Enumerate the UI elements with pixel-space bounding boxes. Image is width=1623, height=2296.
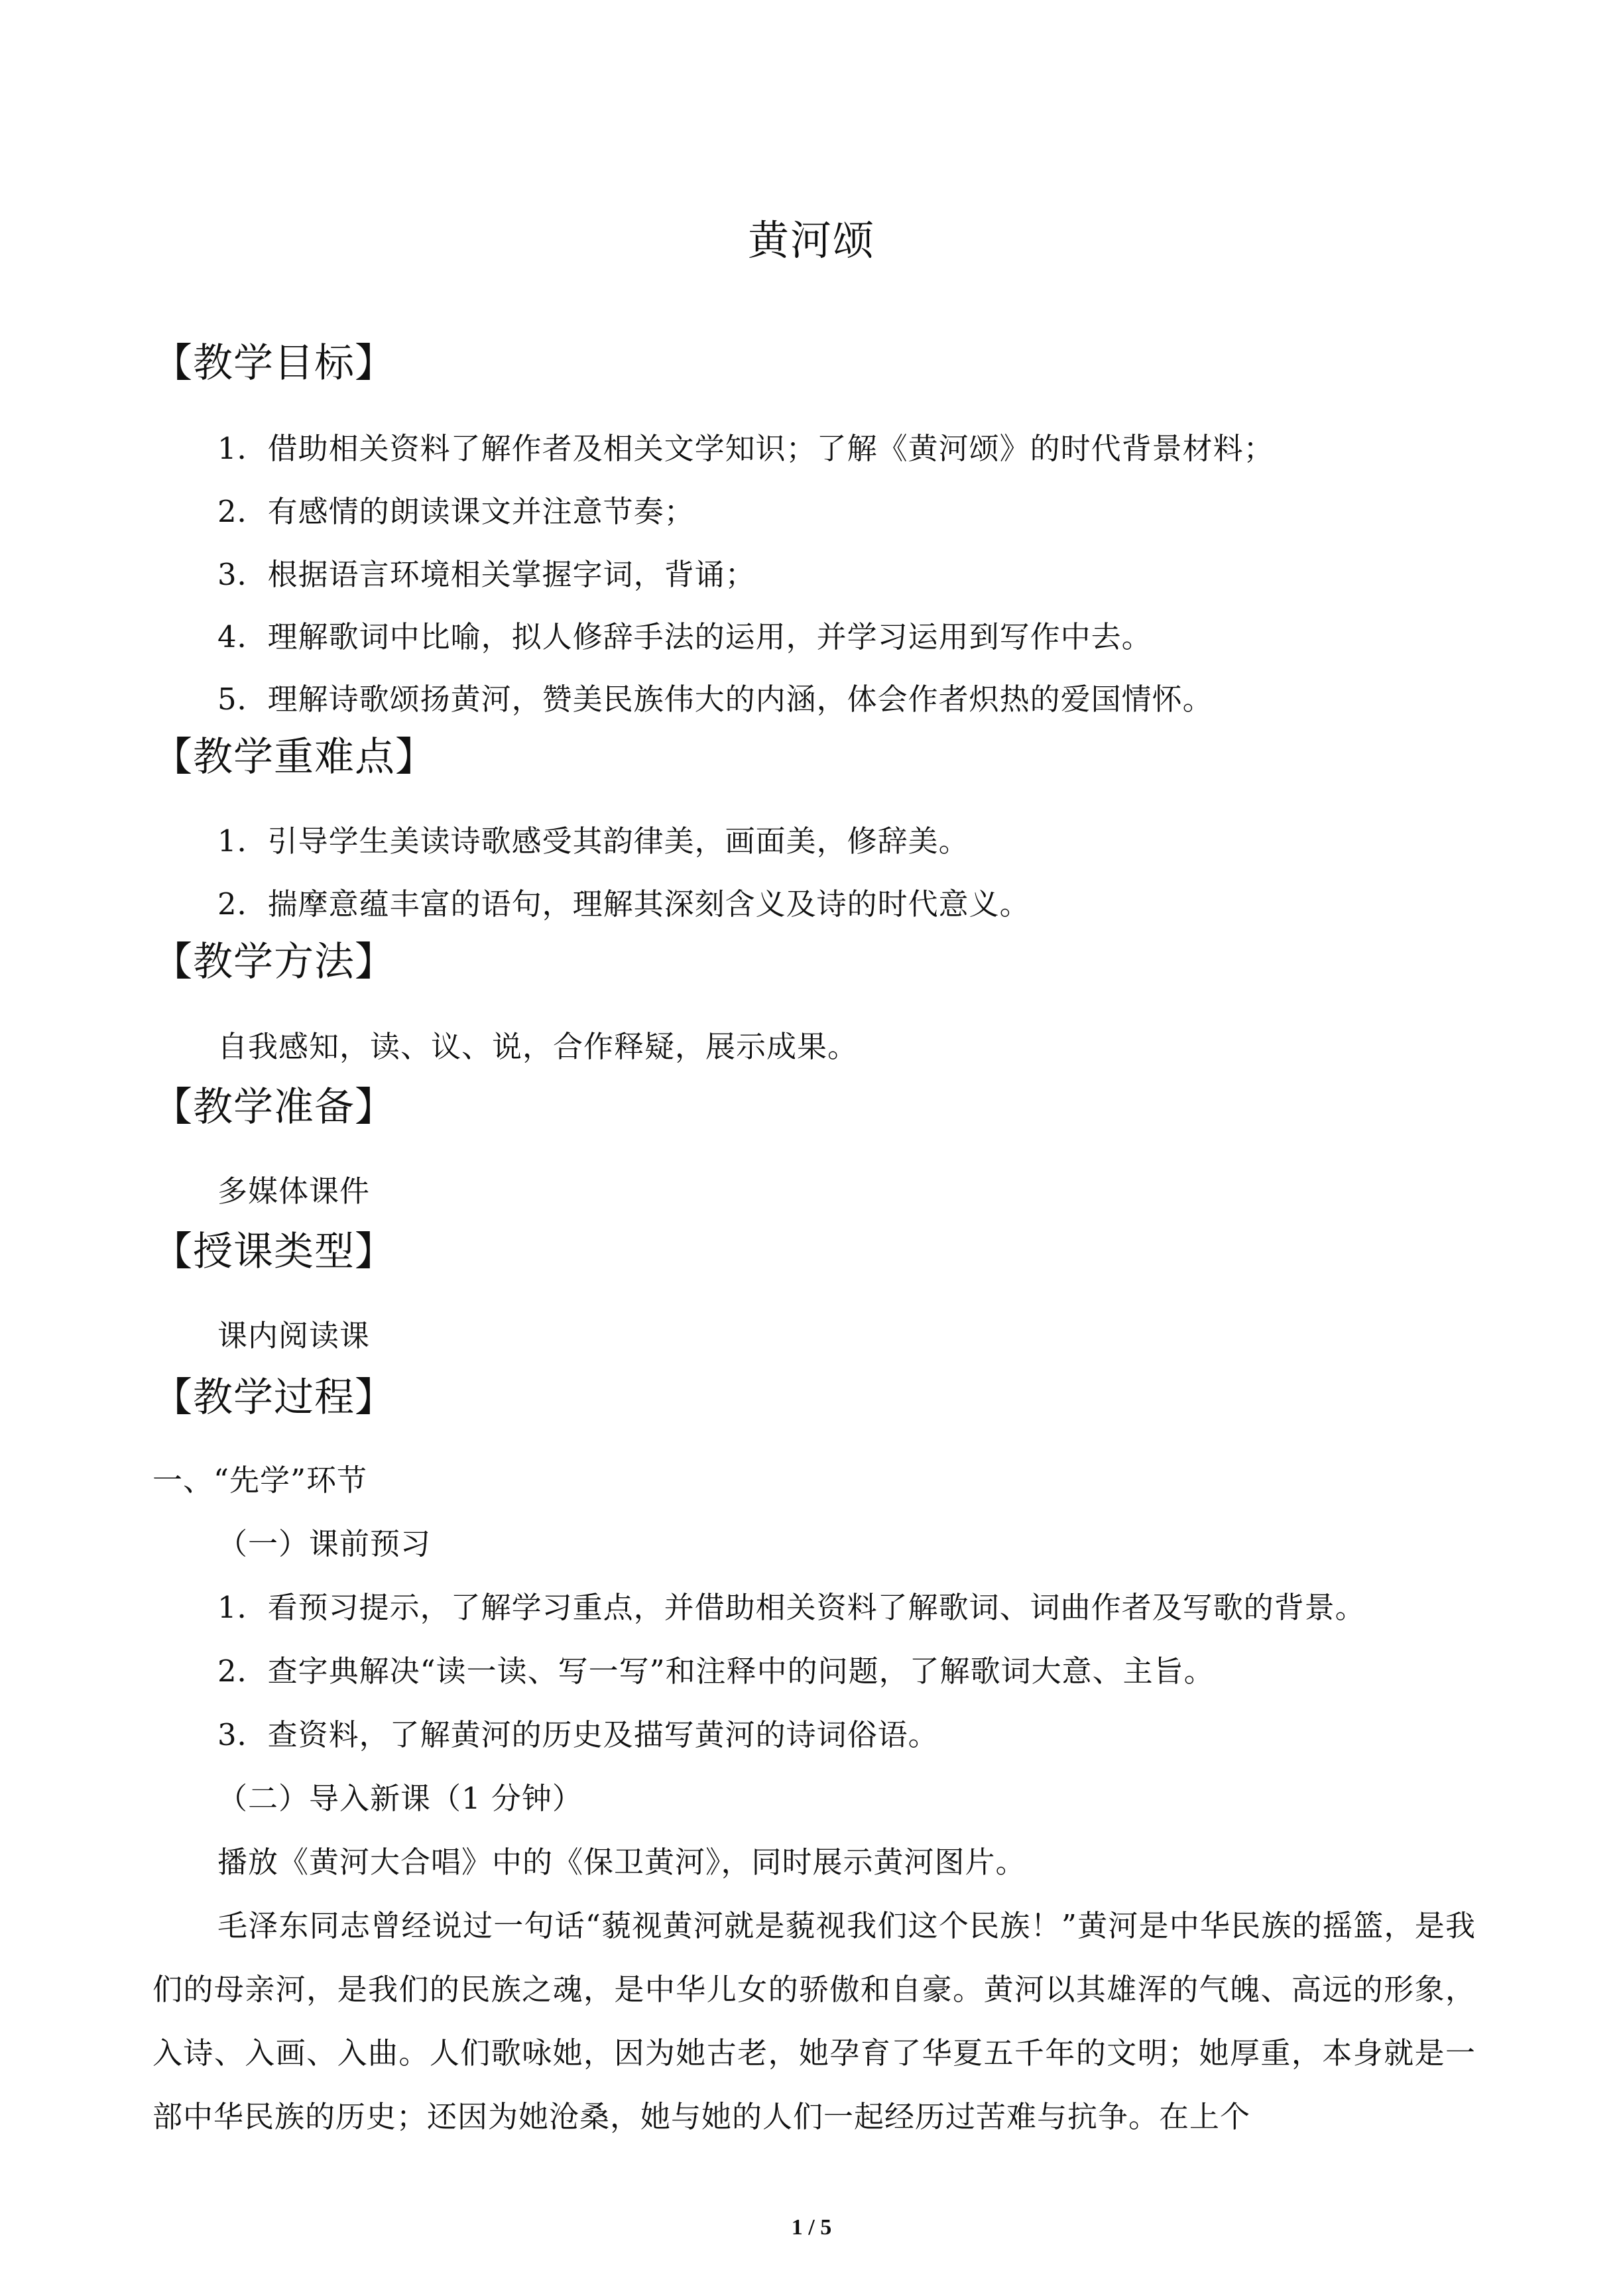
- process-subheading: （一）课前预习: [217, 1526, 432, 1561]
- type-text: 课内阅读课: [217, 1318, 371, 1353]
- process-subheading: （二）导入新课（1 分钟）: [217, 1781, 583, 1816]
- preparation-text: 多媒体课件: [217, 1174, 371, 1209]
- goal-item: 1．借助相关资料了解作者及相关文学知识；了解《黄河颂》的时代背景材料；: [217, 431, 1274, 466]
- intro-paragraph: 毛泽东同志曾经说过一句话“藐视黄河就是藐视我们这个民族！”黄河是中华民族的摇篮，是我们的母亲河，是我们的民族之魂，是中华儿女的骄傲和自豪。黄河以其雄浑的气魄、高远的形象，入诗、入画、入曲。人们歌咏她，因为她古老，她孕育了华夏五千年的文明；她厚重，本身就是一部中华民族的历史；还因为她沧桑，她与她的人们一起经历过苦难与抗争。在上个: [152, 1908, 1476, 2134]
- process-part-heading: 一、“先学”环节: [152, 1463, 368, 1498]
- method-text: 自我感知，读、议、说，合作释疑，展示成果。: [217, 1029, 859, 1064]
- page-title: 黄河颂: [747, 216, 875, 265]
- goal-item: 3．根据语言环境相关掌握字词，背诵；: [217, 557, 756, 592]
- section-heading-preparation: 【教学准备】: [152, 1084, 395, 1130]
- section-heading-type: 【授课类型】: [152, 1229, 395, 1275]
- page-number: 1 / 5: [791, 2215, 832, 2240]
- key-point-item: 2．揣摩意蕴丰富的语句，理解其深刻含义及诗的时代意义。: [217, 886, 1030, 922]
- goal-item: 2．有感情的朗读课文并注意节奏；: [217, 494, 695, 529]
- preview-item: 2．查字典解决“读一读、写一写”和注释中的问题，了解歌词大意、主旨。: [217, 1654, 1215, 1689]
- key-point-item: 1．引导学生美读诗歌感受其韵律美，画面美，修辞美。: [217, 823, 969, 859]
- goal-item: 5．理解诗歌颂扬黄河，赞美民族伟大的内涵，体会作者炽热的爱国情怀。: [217, 682, 1213, 717]
- section-heading-goals: 【教学目标】: [152, 340, 395, 387]
- section-heading-key-points: 【教学重难点】: [152, 734, 436, 780]
- goal-item: 4．理解歌词中比喻，拟人修辞手法的运用，并学习运用到写作中去。: [217, 619, 1152, 654]
- section-heading-method: 【教学方法】: [152, 939, 395, 985]
- preview-item: 1．看预习提示，了解学习重点，并借助相关资料了解歌词、词曲作者及写歌的背景。: [217, 1590, 1366, 1625]
- preview-item: 3．查资料，了解黄河的历史及描写黄河的诗词俗语。: [217, 1717, 939, 1752]
- intro-line: 播放《黄河大合唱》中的《保卫黄河》，同时展示黄河图片。: [217, 1844, 1026, 1880]
- section-heading-process: 【教学过程】: [152, 1374, 395, 1421]
